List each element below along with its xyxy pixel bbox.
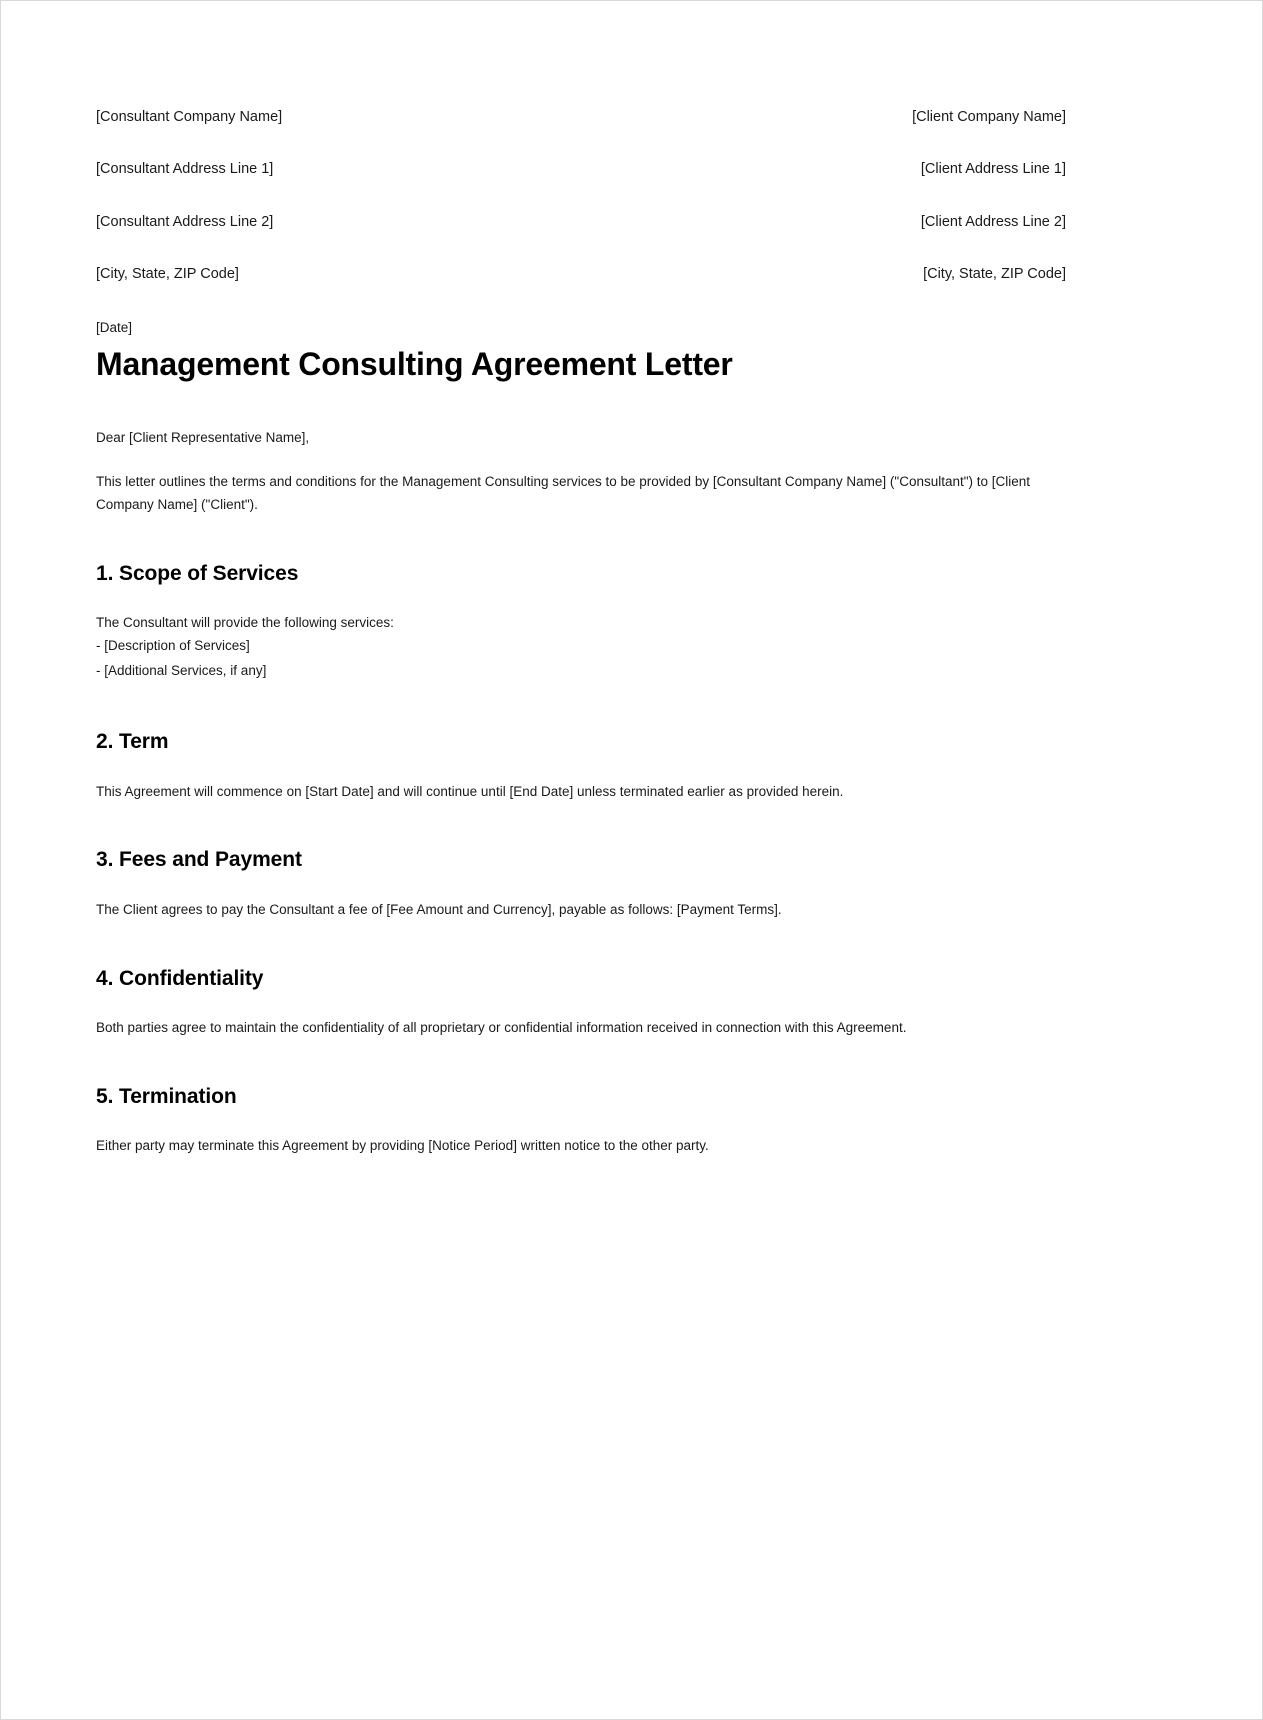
section-body — [96, 1136, 1066, 1157]
client-company-name: [Client Company Name] — [912, 109, 1066, 125]
services-list — [96, 634, 1066, 684]
consultant-city-state-zip: [City, State, ZIP Code] — [96, 266, 239, 283]
address-row — [96, 109, 1066, 126]
section-paragraph: Either party may terminate this Agreement by providing [Notice Period] written notice to the other party. — [96, 1138, 709, 1154]
section-heading: 3. Fees and Payment — [96, 848, 302, 872]
address-row — [96, 161, 1066, 178]
date-line: [Date] — [96, 319, 133, 335]
client-address-line-2: [Client Address Line 2] — [920, 213, 1066, 230]
section-heading: 1. Scope of Services — [96, 562, 299, 586]
list-item: - [Additional Services, if any] — [96, 663, 267, 679]
section-fees-and-payment — [96, 846, 1066, 920]
section-paragraph: Both parties agree to maintain the confidentiality of all proprietary or confidential information received in connection with this Agreement. — [96, 1020, 907, 1035]
intro-paragraph: This letter outlines the terms and conditions for the Management Consulting services to be provided by [Consultant Company Name] ("Consultant") to [Client Company Name] ("Client"). — [96, 473, 1031, 512]
consultant-company-name: [Consultant Company Name] — [96, 109, 283, 125]
section-heading: 4. Confidentiality — [96, 966, 264, 990]
salutation: Dear [Client Representative Name], — [96, 430, 310, 446]
section-heading: 2. Term — [96, 730, 169, 754]
client-city-state-zip: [City, State, ZIP Code] — [923, 266, 1066, 283]
section-paragraph: This Agreement will commence on [Start Date] and will continue until [End Date] unless terminated earlier as provided herein. — [96, 783, 844, 799]
section-termination — [96, 1083, 1066, 1157]
section-body — [96, 1018, 1066, 1039]
list-item: - [Description of Services] — [96, 638, 250, 654]
section-confidentiality — [96, 965, 1066, 1039]
section-paragraph: The Client agrees to pay the Consultant a fee of [Fee Amount and Currency], payable as follows: [Payment Terms]. — [96, 901, 782, 917]
address-row — [96, 214, 1066, 231]
section-scope-of-services — [96, 560, 1066, 684]
section-body — [96, 613, 1066, 684]
client-address-line-1: [Client Address Line 1] — [920, 161, 1066, 178]
consultant-address-line-2: [Consultant Address Line 2] — [96, 213, 274, 230]
address-row — [96, 266, 1066, 283]
document-content — [96, 1, 1066, 1157]
page-title: Management Consulting Agreement Letter — [96, 346, 733, 383]
address-header — [96, 1, 1066, 284]
section-heading: 5. Termination — [96, 1084, 237, 1108]
section-body — [96, 782, 1066, 803]
services-lead-in: The Consultant will provide the following services: — [96, 615, 394, 631]
section-body — [96, 900, 1066, 921]
section-term — [96, 728, 1066, 802]
consultant-address-line-1: [Consultant Address Line 1] — [96, 161, 274, 178]
